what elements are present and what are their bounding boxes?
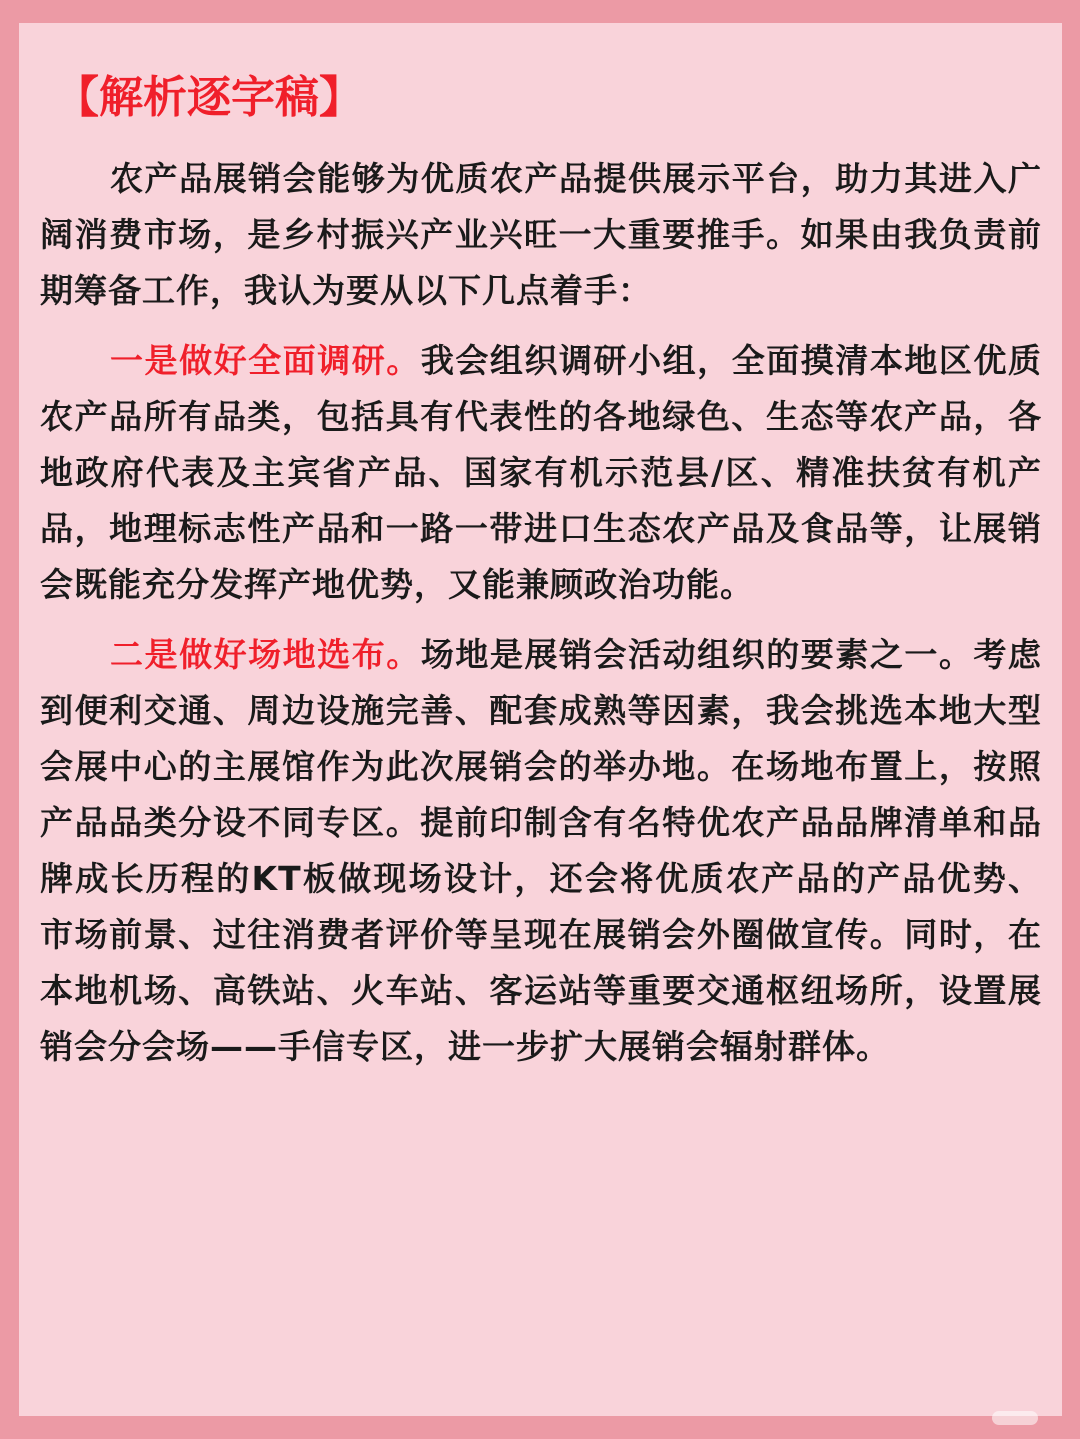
paragraph-research-text: 我会组织调研小组，全面摸清本地区优质农产品所有品类，包括具有代表性的各地绿色、生态等农产品，各地政府代表及主宾省产品、国家有机示范县/区、精准扶贫有机产品，地理标志性产品和一路一带进口生态农产品及食品等，让展销会既能充分发挥产地优势，又能兼顾政治功能。 <box>40 341 1043 604</box>
paragraph-venue-lead: 二是做好场地选布。 <box>110 635 421 674</box>
content-card <box>19 23 1062 1416</box>
heading: 【解析逐字稿】 <box>55 72 363 123</box>
paragraph-venue-text: 场地是展销会活动组织的要素之一。考虑到便利交通、周边设施完善、配套成熟等因素，我会挑选本地大型会展中心的主展馆作为此次展销会的举办地。在场地布置上，按照产品品类分设不同专区。提前印制含有名特优农产品品牌清单和品牌成长历程的KT板做现场设计，还会将优质农产品的产品优势、市场前景、过往消费者评价等呈现在展销会外圈做宣传。同时，在本地机场、高铁站、火车站、客运站等重要交通枢纽场所，设置展销会分会场——手信专区，进一步扩大展销会辐射群体。 <box>40 635 1043 1066</box>
paragraph-research-lead: 一是做好全面调研。 <box>110 341 421 380</box>
watermark-logo <box>992 1411 1038 1425</box>
paragraph-research <box>40 333 1042 613</box>
paragraph-intro-text: 农产品展销会能够为优质农产品提供展示平台，助力其进入广阔消费市场，是乡村振兴产业兴旺一大重要推手。如果由我负责前期筹备工作，我认为要从以下几点着手： <box>40 159 1042 310</box>
paragraph-intro <box>40 151 1042 319</box>
paragraph-venue <box>40 627 1042 1075</box>
body-text <box>40 151 1042 1089</box>
